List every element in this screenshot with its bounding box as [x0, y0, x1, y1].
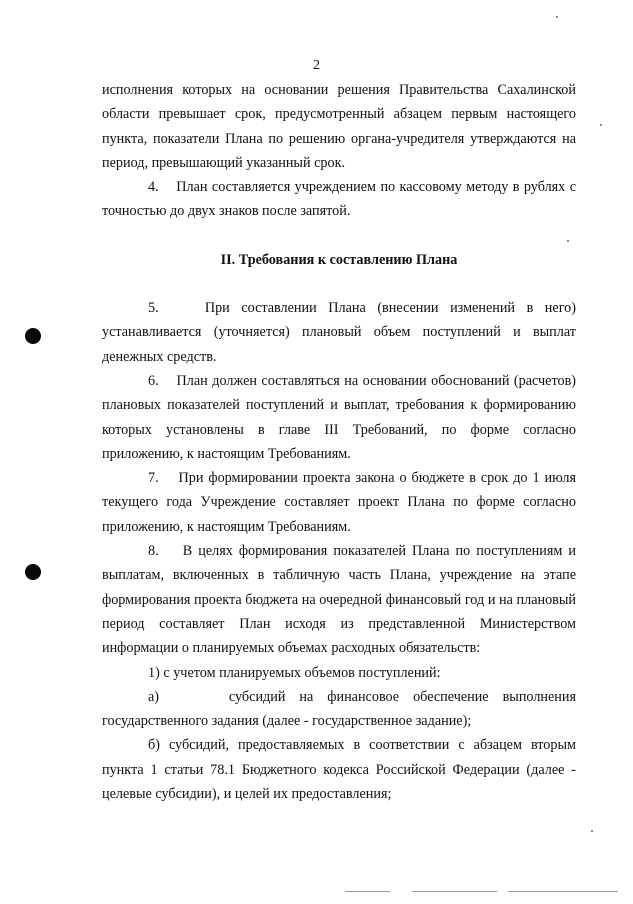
paragraph-6: 6. План должен составляться на основании обоснований (расчетов) плановых показателей поступлений и выплат, требования к формированию которых установлены в главе III Требований, по форме согласно приложению, к настоящим Требованиям.	[102, 372, 576, 462]
section-heading: II. Требования к составлению Плана	[220, 251, 458, 268]
scan-speck	[600, 124, 602, 126]
document-body	[102, 78, 576, 806]
paragraph-8-item-1b: б) субсидий, предоставляемых в соответствии с абзацем вторым пункта 1 статьи 78.1 Бюджетного кодекса Российской Федерации (далее - целевые субсидии), и целей их предоставления;	[102, 737, 576, 803]
paragraph-4: 4. План составляется учреждением по кассовому методу в рублях с точностью до двух знаков после запятой.	[102, 179, 576, 220]
scan-speck	[567, 240, 569, 242]
paragraph-8: 8. В целях формирования показателей Плана по поступлениям и выплатам, включенных в табличную часть Плана, учреждение на этапе формирования проекта бюджета на очередной финансовый год и на плановый период составляет План исходя из представленной Министерством информации о планируемых объемах расходных обязательств:	[102, 543, 576, 657]
scan-artifact-line	[508, 891, 618, 892]
scan-artifact-line	[412, 891, 497, 892]
scan-speck	[591, 830, 593, 832]
paragraph-7: 7. При формировании проекта закона о бюджете в срок до 1 июля текущего года Учреждение составляет проект Плана по форме согласно приложению, к настоящим Требованиям.	[102, 470, 576, 535]
scan-speck	[556, 16, 558, 18]
scan-artifact-line	[345, 891, 390, 892]
paragraph-8-item-1: 1) с учетом планируемых объемов поступлений:	[148, 664, 441, 681]
punch-hole-top	[25, 328, 41, 344]
punch-hole-bottom	[25, 564, 41, 580]
paragraph-8-item-1a: а) субсидий на финансовое обеспечение выполнения государственного задания (далее - государственное задание);	[102, 688, 576, 730]
page-number: 2	[313, 58, 320, 73]
paragraph-continued: исполнения которых на основании решения Правительства Сахалинской области превышает срок, предусмотренный абзацем первым настоящего пункта, показатели Плана по решению органа-учредителя утверждаются на период, превышающий указанный срок.	[102, 82, 576, 171]
paragraph-5: 5. При составлении Плана (внесении изменений в него) устанавливается (уточняется) плановый объем поступлений и выплат денежных средств.	[102, 300, 576, 365]
